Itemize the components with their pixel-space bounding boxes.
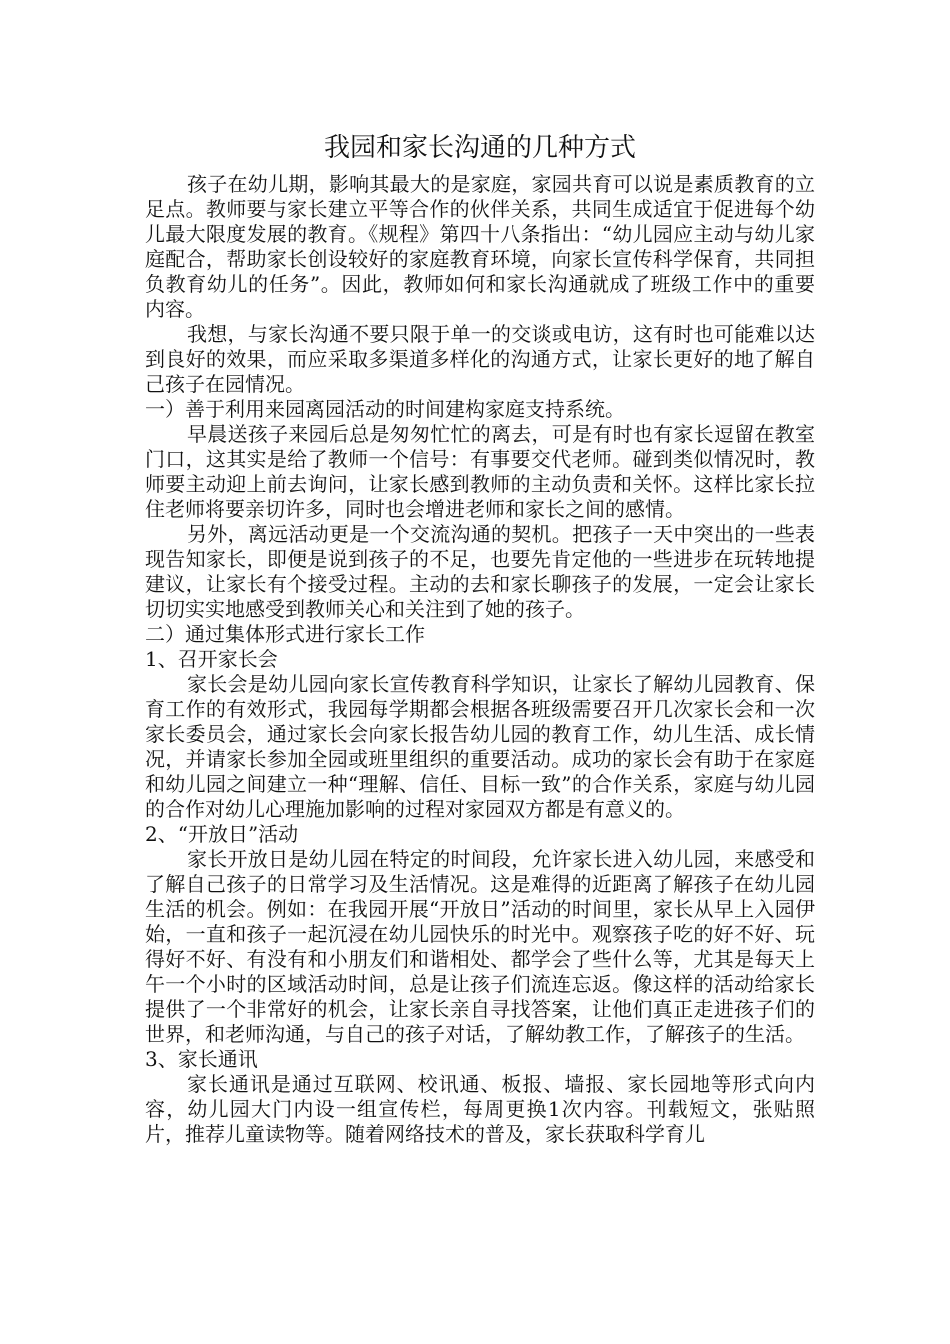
document-page (145, 128, 815, 1147)
document-title: 我园和家长沟通的几种方式 (323, 133, 636, 163)
paragraph-morning-dropoff: 早晨送孩子来园后总是匆匆忙忙的离去，可是有时也有家长逗留在教室门口，这其实是给了教师一个信号：有事要交代老师。碰到类似情况时，教师要主动迎上前去询问，让家长感到教师的主动负责和关怀。这样比家长拉住老师将要亲切许多，同时也会增进老师和家长之间的感情。 (145, 422, 815, 521)
section-heading-1: 一）善于利用来园离园活动的时间建构家庭支持系统。 (145, 397, 625, 421)
subheading-parent-meeting: 1、召开家长会 (145, 647, 278, 671)
subheading-newsletter: 3、家长通讯 (145, 1047, 258, 1071)
paragraph-parent-meeting: 家长会是幼儿园向家长宣传教育科学知识，让家长了解幼儿园教育、保育工作的有效形式，我园每学期都会根据各班级需要召开几次家长会和一次家长委员会，通过家长会向家长报告幼儿园的教育工作，幼儿生活、成长情况，并请家长参加全园或班里组织的重要活动。成功的家长会有助于在家庭和幼儿园之间建立一种“理解、信任、目标一致”的合作关系，家庭与幼儿园的合作对幼儿心理施加影响的过程对家园双方都是有意义的。 (145, 672, 815, 821)
paragraph-multichannel: 我想，与家长沟通不要只限于单一的交谈或电访，这有时也可能难以达到良好的效果，而应采取多渠道多样化的沟通方式，让家长更好的地了解自己孩子在园情况。 (145, 322, 815, 396)
subheading-open-day: 2、“开放日”活动 (145, 822, 299, 846)
paragraph-open-day: 家长开放日是幼儿园在特定的时间段，允许家长进入幼儿园，来感受和了解自己孩子的日常学习及生活情况。这是难得的近距离了解孩子在幼儿园生活的机会。例如：在我园开展“开放日”活动的时间里，家长从早上入园伊始，一直和孩子一起沉浸在幼儿园快乐的时光中。观察孩子吃的好不好、玩得好不好、有没有和小朋友们和谐相处、都学会了些什么等，尤其是每天上午一个小时的区域活动时间，总是让孩子们流连忘返。像这样的活动给家长提供了一个非常好的机会，让家长亲自寻找答案，让他们真正走进孩子们的世界，和老师沟通，与自己的孩子对话，了解幼教工作，了解孩子的生活。 (145, 847, 815, 1046)
paragraph-intro: 孩子在幼儿期，影响其最大的是家庭，家园共育可以说是素质教育的立足点。教师要与家长建立平等合作的伙伴关系，共同生成适宜于促进每个幼儿最大限度发展的教育。《规程》第四十八条指出：“幼儿园应主动与幼儿家庭配合，帮助家长创设较好的家庭教育环境，向家长宣传科学保育，共同担负教育幼儿的任务”。因此，教师如何和家长沟通就成了班级工作中的重要内容。 (145, 172, 815, 321)
section-heading-2: 二）通过集体形式进行家长工作 (145, 622, 425, 646)
paragraph-departure: 另外，离远活动更是一个交流沟通的契机。把孩子一天中突出的一些表现告知家长，即便是说到孩子的不足，也要先肯定他的一些进步在玩转地提建议，让家长有个接受过程。主动的去和家长聊孩子的发展，一定会让家长切切实实地感受到教师关心和关注到了她的孩子。 (145, 522, 815, 621)
paragraph-newsletter: 家长通讯是通过互联网、校讯通、板报、墙报、家长园地等形式向内容，幼儿园大门内设一组宣传栏，每周更换1次内容。刊载短文，张贴照片，推荐儿童读物等。随着网络技术的普及，家长获取科学育儿 (145, 1072, 815, 1146)
